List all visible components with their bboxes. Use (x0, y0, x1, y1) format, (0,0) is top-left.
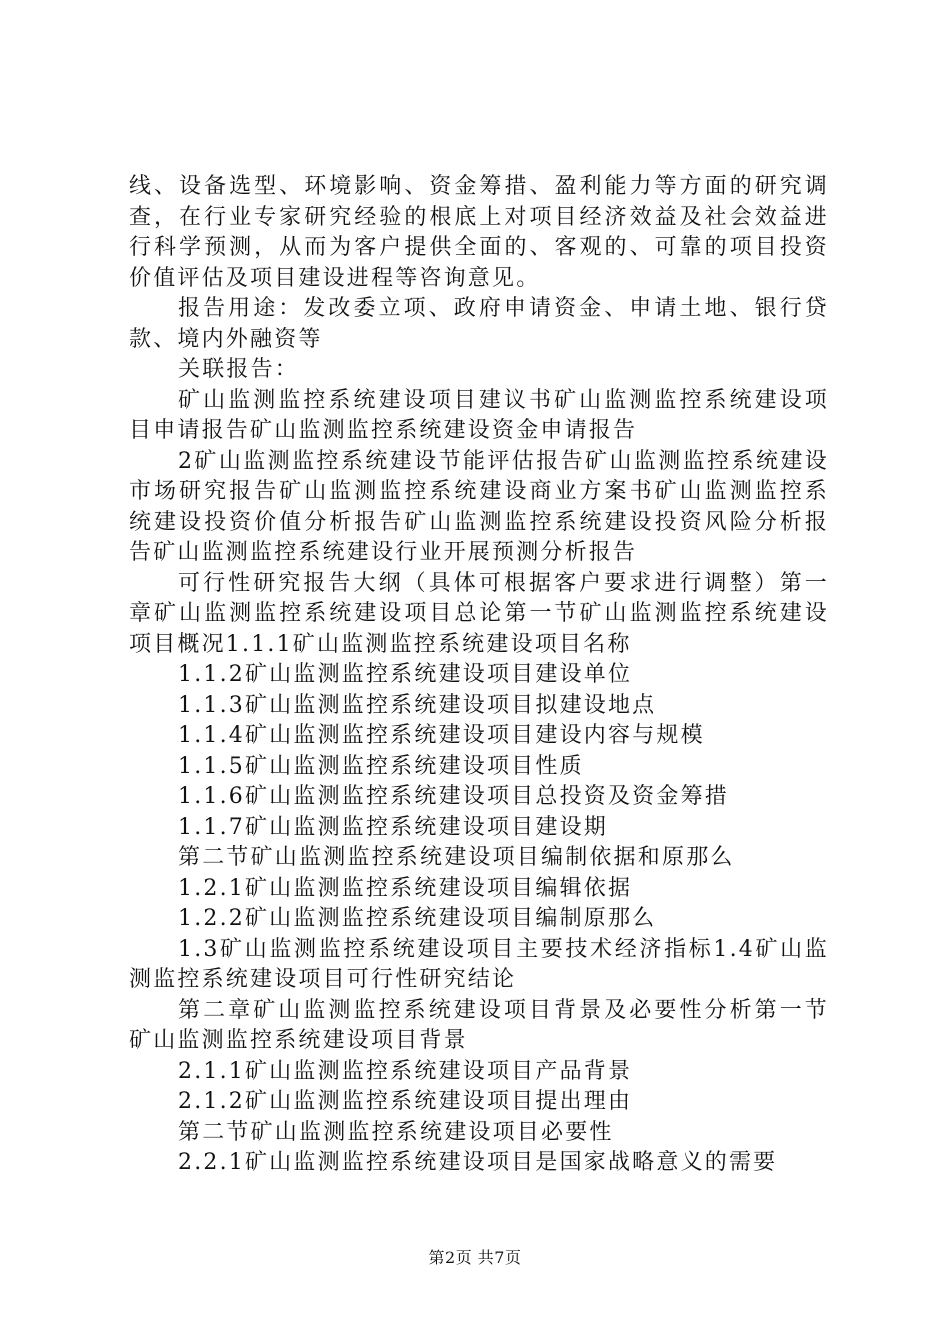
paragraph: 2矿山监测监控系统建设节能评估报告矿山监测监控系统建设市场研究报告矿山监测监控系统建设商业方案书矿山监测监控系统建设投资价值分析报告矿山监测监控系统建设投资风险分析报告矿山监测监控系统建设行业开展预测分析报告 (129, 448, 829, 565)
paragraph: 1.1.2矿山监测监控系统建设项目建设单位 (178, 662, 633, 687)
paragraph: 2.2.1矿山监测监控系统建设项目是国家战略意义的需要 (178, 1150, 778, 1175)
section-heading: 第二节矿山监测监控系统建设项目必要性 (178, 1119, 614, 1145)
paragraph: 报告用途：发改委立项、政府申请资金、申请土地、银行贷款、境内外融资等 (129, 296, 829, 352)
page-number-footer: 第2页 共7页 (428, 1248, 522, 1267)
chapter-heading: 第二章矿山监测监控系统建设项目背景及必要性分析第一节矿山监测监控系统建设项目背景 (129, 997, 829, 1053)
paragraph: 可行性研究报告大纲（具体可根据客户要求进行调整）第一章矿山监测监控系统建设项目总论第一节矿山监测监控系统建设项目概况1.1.1矿山监测监控系统建设项目名称 (129, 570, 829, 657)
paragraph: 1.1.4矿山监测监控系统建设项目建设内容与规模 (178, 723, 705, 748)
paragraph: 1.3矿山监测监控系统建设项目主要技术经济指标1.4矿山监测监控系统建设项目可行性研究结论 (129, 936, 829, 992)
section-heading: 第二节矿山监测监控系统建设项目编制依据和原那么 (178, 845, 735, 870)
paragraph: 1.1.7矿山监测监控系统建设项目建设期 (178, 814, 608, 840)
paragraph: 1.1.3矿山监测监控系统建设项目拟建设地点 (178, 692, 657, 718)
paragraph: 1.2.2矿山监测监控系统建设项目编制原那么 (178, 906, 657, 931)
document-body (129, 172, 829, 1179)
paragraph: 2.1.2矿山监测监控系统建设项目提出理由 (178, 1089, 633, 1114)
paragraph: 矿山监测监控系统建设项目建议书矿山监测监控系统建设项目申请报告矿山监测监控系统建设资金申请报告 (129, 387, 829, 443)
paragraph: 2.1.1矿山监测监控系统建设项目产品背景 (178, 1058, 633, 1084)
paragraph: 关联报告： (178, 357, 300, 382)
paragraph: 1.2.1矿山监测监控系统建设项目编辑依据 (178, 875, 633, 901)
paragraph: 1.1.5矿山监测监控系统建设项目性质 (178, 753, 584, 779)
paragraph: 1.1.6矿山监测监控系统建设项目总投资及资金筹措 (178, 784, 729, 809)
paragraph: 线、设备选型、环境影响、资金筹措、盈利能力等方面的研究调查，在行业专家研究经验的根底上对项目经济效益及社会效益进行科学预测，从而为客户提供全面的、客观的、可靠的项目投资价值评估及项目建设进程等咨询意见。 (129, 174, 829, 291)
